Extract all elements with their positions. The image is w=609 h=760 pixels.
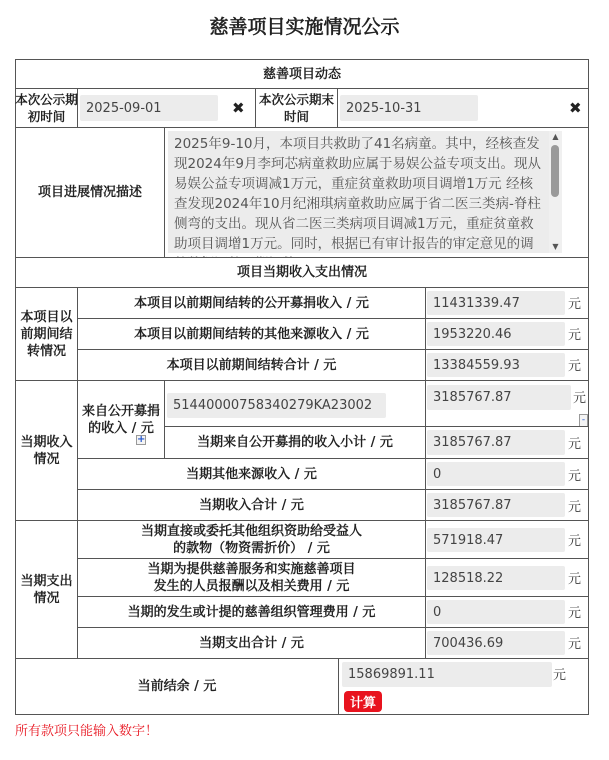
income-subtotal-input[interactable]: 3185767.87 (427, 430, 565, 455)
unit-label: 元 (568, 500, 582, 515)
period-start-input[interactable]: 2025-09-01 (80, 95, 218, 121)
unit-label: 元 (568, 437, 582, 452)
income-subtotal-label: 当期来自公开募捐的收入小计 / 元 (197, 435, 393, 450)
expense-total-input[interactable]: 700436.69 (427, 631, 565, 655)
unit-label: 元 (568, 359, 582, 374)
expense-service-label (77, 558, 426, 597)
scrollbar-thumb[interactable] (551, 145, 559, 197)
period-end-input[interactable]: 2025-10-31 (340, 95, 478, 121)
section-finance-title: 项目当期收入支出情况 (236, 265, 367, 280)
close-icon[interactable]: ✖ (569, 99, 582, 117)
expense-direct-input[interactable]: 571918.47 (427, 528, 565, 552)
plus-icon[interactable]: + (137, 434, 146, 445)
unit-label: 元 (568, 606, 582, 621)
calculate-button[interactable]: 计算 (344, 691, 382, 712)
prior-total-input[interactable]: 13384559.93 (427, 353, 565, 377)
unit-label: 元 (568, 572, 582, 587)
income-other-label: 当期其他来源收入 / 元 (186, 466, 317, 482)
expense-admin-input[interactable]: 0 (427, 600, 565, 624)
expense-direct-label-line2: 的款物（物资需折价） / 元 (173, 540, 330, 556)
minus-icon[interactable]: - (579, 414, 588, 428)
expense-service-label-line2: 发生的人员报酬以及相关费用 / 元 (153, 578, 350, 594)
close-icon[interactable]: ✖ (232, 99, 245, 117)
expense-group-label: 当期支出情况 (20, 573, 73, 606)
balance-input[interactable]: 15869891.11 (342, 662, 552, 687)
warning-text: 所有款项只能输入数字！ (15, 724, 159, 739)
progress-textarea[interactable]: 2025年9-10月，本项目共救助了41名病童。其中，经核查发现2024年9月李珂芯病童救助应属于易娱公益专项支出。现从易娱公益专项调减1万元，重症贫童救助项目调增1万元 经核查发现2024年10月纪湘琪病童救助应属于省二医三类病-脊柱侧弯的支出。现从省二医三类病项目调减1万元，重症贫童救助项目调增1万元。同时，根据已有审计报告的审定意见的调 (168, 131, 549, 253)
expense-direct-label (77, 520, 426, 559)
balance-label: 当前结余 / 元 (137, 679, 217, 694)
unit-label: 元 (568, 297, 582, 312)
period-end-label: 本次公示期末时间 (258, 92, 334, 124)
progress-label: 项目进展情况描述 (37, 185, 142, 200)
prior-total-label: 本项目以前期间结转合计 / 元 (166, 357, 337, 373)
prior-group-label: 本项目以前期间结转情况 (20, 309, 73, 359)
prior-other-input[interactable]: 1953220.46 (427, 322, 565, 346)
unit-label: 元 (568, 534, 582, 549)
unit-label: 元 (553, 668, 567, 683)
section-dynamic-title: 慈善项目动态 (262, 66, 341, 82)
expense-service-label-line1: 当期为提供慈善服务和实施慈善项目 (147, 561, 356, 577)
income-total-label: 当期收入合计 / 元 (199, 497, 304, 513)
expense-service-input[interactable]: 128518.22 (427, 566, 565, 590)
period-start-label: 本次公示期初时间 (15, 92, 78, 124)
unit-label: 元 (568, 328, 582, 343)
expense-total-label: 当期支出合计 / 元 (199, 635, 304, 651)
scroll-up-icon[interactable]: ▲ (552, 132, 559, 141)
unit-label: 元 (568, 637, 582, 652)
prior-public-input[interactable]: 11431339.47 (427, 291, 565, 315)
unit-label: 元 (573, 391, 587, 406)
prior-public-label: 本项目以前期间结转的公开募捐收入 / 元 (134, 295, 369, 311)
income-total-input[interactable]: 3185767.87 (427, 493, 565, 517)
expense-direct-label-line1: 当期直接或委托其他组织资助给受益人 (140, 523, 362, 539)
scroll-down-icon[interactable]: ▼ (552, 242, 559, 251)
income-record-amount-input[interactable]: 3185767.87 (427, 385, 571, 410)
income-record-input[interactable]: 51440000758340279KA23002 (167, 393, 386, 418)
income-other-input[interactable]: 0 (427, 462, 565, 486)
income-public-label: 来自公开募捐的收入 / 元 (81, 403, 160, 436)
prior-other-label: 本项目以前期间结转的其他来源收入 / 元 (134, 326, 369, 342)
page-title: 慈善项目实施情况公示 (209, 16, 400, 38)
expense-admin-label: 当期的发生或计提的慈善组织管理费用 / 元 (127, 604, 376, 620)
unit-label: 元 (568, 469, 582, 484)
income-group-label: 当期收入情况 (20, 434, 73, 467)
